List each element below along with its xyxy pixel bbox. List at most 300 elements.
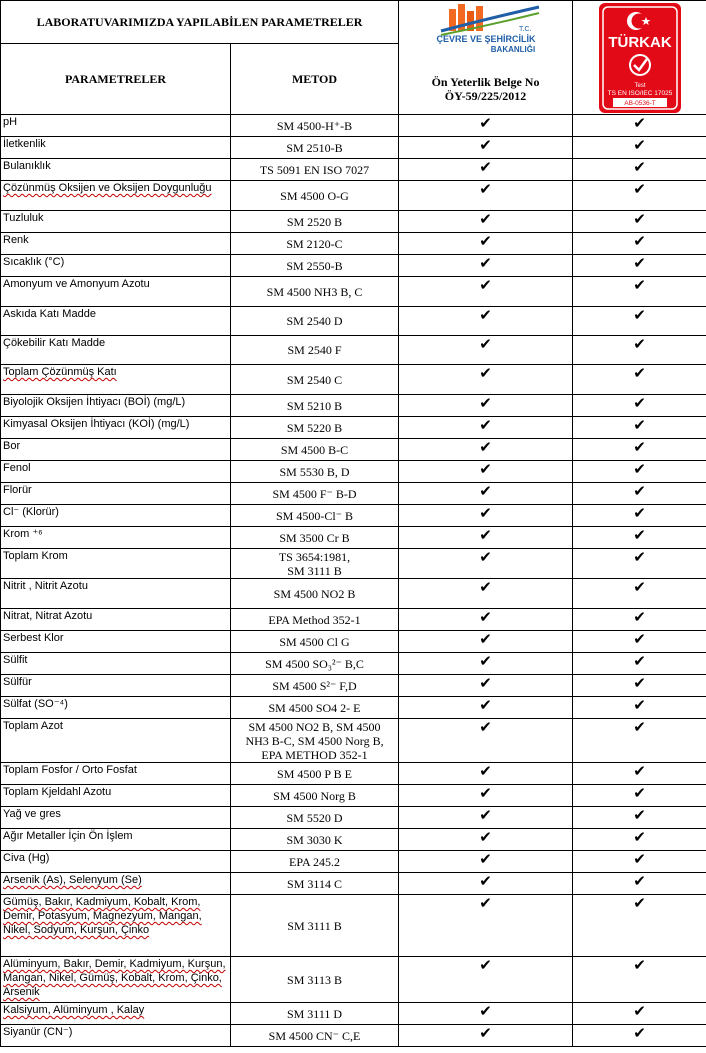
table-row [1,785,706,807]
method-cell [231,549,399,579]
method-text: SM 5520 D [286,810,343,825]
method-text: EPA 245.2 [289,854,340,869]
bakanlik-logo [411,1,561,61]
checkmark-icon: ✔ [479,254,492,272]
checkmark-icon: ✔ [479,956,492,974]
table-row [1,483,706,505]
check-cell-turkak [573,579,706,609]
check-cell-bakanlik [399,277,573,307]
method-text: SM 4500 O-G [280,188,349,203]
table-row [1,211,706,233]
table-row [1,609,706,631]
belge-no-value: ÖY-59/225/2012 [444,89,527,103]
checkmark-icon: ✔ [633,180,646,198]
turkak-cell [573,1,706,115]
checkmark-icon: ✔ [479,504,492,522]
check-cell-bakanlik [399,697,573,719]
check-cell-turkak [573,631,706,653]
parameter-text: Tuzluluk [3,212,44,224]
table-row [1,851,706,873]
method-cell [231,829,399,851]
method-cell [231,395,399,417]
check-cell-turkak [573,1003,706,1025]
parameter-text: Yağ ve gres [3,808,61,820]
method-text: SM 4500 Norg B [273,788,356,803]
check-cell-bakanlik [399,957,573,1003]
check-cell-turkak [573,211,706,233]
method-text: TS 5091 EN ISO 7027 [259,162,370,177]
method-cell [231,1025,399,1047]
method-text: SM 4500 SO₃²⁻ B,C [265,656,364,671]
check-cell-bakanlik [399,395,573,417]
check-cell-bakanlik [399,255,573,277]
table-row [1,631,706,653]
parameter-name [1,631,231,653]
check-cell-turkak [573,675,706,697]
parameter-text: İletkenlik [3,138,46,150]
checkmark-icon: ✔ [479,784,492,802]
check-cell-turkak [573,895,706,957]
checkmark-icon: ✔ [633,482,646,500]
check-cell-turkak [573,181,706,211]
turkak-code: AB-0536-T [623,100,656,107]
check-cell-bakanlik [399,549,573,579]
parameter-text: Civa (Hg) [3,852,50,864]
parameter-text: Gümüş, Bakır, Kadmiyum, Kobalt, Krom, Demir, Potasyum, Magnezyum, Mangan, Nikel, Sodyum, Kurşun, Çinko [3,896,202,936]
check-cell-bakanlik [399,631,573,653]
parameter-name [1,785,231,807]
parameter-name [1,609,231,631]
method-text: SM 4500 SO4 2- E [268,700,361,715]
method-text: SM 4500 CN⁻ C,E [268,1028,361,1043]
table-row [1,807,706,829]
checkmark-icon: ✔ [479,394,492,412]
checkmark-icon: ✔ [633,210,646,228]
method-cell [231,851,399,873]
parameter-text: Cl⁻ (Klorür) [3,506,59,518]
method-cell [231,807,399,829]
checkmark-icon: ✔ [633,504,646,522]
checkmark-icon: ✔ [479,335,492,353]
method-text: SM 2540 F [287,343,342,357]
method-cell [231,505,399,527]
method-text: SM 4500 B-C [280,442,349,457]
checkmark-icon: ✔ [633,652,646,670]
checkmark-icon: ✔ [479,460,492,478]
checkmark-icon: ✔ [479,210,492,228]
table-row [1,115,706,137]
method-text: SM 4500 NO2 B [273,586,356,601]
table-row [1,579,706,609]
checkmark-icon: ✔ [633,416,646,434]
method-cell [231,675,399,697]
checkmark-icon: ✔ [633,232,646,250]
check-cell-bakanlik [399,851,573,873]
checkmark-icon: ✔ [633,1002,646,1020]
table-body [1,115,706,1047]
parameter-name [1,336,231,365]
parameter-text: Kalsiyum, Alüminyum , Kalay [3,1004,145,1016]
table-row [1,1025,706,1047]
check-cell-bakanlik [399,807,573,829]
check-cell-bakanlik [399,505,573,527]
parameter-text: Sülfat (SO⁻⁴) [3,698,68,710]
checkmark-icon: ✔ [633,806,646,824]
turkak-test: Test [634,83,646,89]
parameter-name [1,365,231,395]
check-cell-bakanlik [399,609,573,631]
method-cell [231,159,399,181]
checkmark-icon: ✔ [479,158,492,176]
method-cell [231,211,399,233]
checkmark-icon: ✔ [479,548,492,566]
parameter-name [1,675,231,697]
method-cell [231,255,399,277]
check-cell-bakanlik [399,873,573,895]
checkmark-icon: ✔ [633,630,646,648]
table-row [1,829,706,851]
checkmark-icon: ✔ [479,276,492,294]
method-text: SM 2540 D [286,314,343,328]
parameter-name [1,417,231,439]
table-row [1,255,706,277]
checkmark-icon: ✔ [479,696,492,714]
method-cell [231,307,399,336]
method-text: SM 5530 B, D [279,464,350,479]
parameter-name [1,527,231,549]
table-row [1,873,706,895]
check-cell-bakanlik [399,527,573,549]
checkmark-icon: ✔ [633,956,646,974]
checkmark-icon: ✔ [479,136,492,154]
table-row [1,336,706,365]
parameter-text: Amonyum ve Amonyum Azotu [3,278,150,290]
checkmark-icon: ✔ [633,364,646,382]
check-cell-turkak [573,763,706,785]
method-cell [231,365,399,395]
method-text: SM 2550-B [286,258,343,273]
parameter-text: Toplam Azot [3,720,63,732]
check-cell-turkak [573,336,706,365]
parameter-text: Siyanür (CN⁻) [3,1026,73,1038]
parameter-text: Sülfür [3,676,32,688]
parameter-text: Alüminyum, Bakır, Demir, Kadmiyum, Kurşun, Mangan, Nikel, Gümüş, Kobalt, Krom, Çinko, Arsenik [3,958,226,998]
parameter-text: Sıcaklık (°C) [3,256,65,268]
check-cell-turkak [573,609,706,631]
check-cell-bakanlik [399,763,573,785]
parameter-text: Renk [3,234,29,246]
method-text: SM 3111 B [287,563,342,578]
checkmark-icon: ✔ [633,438,646,456]
checkmark-icon: ✔ [633,276,646,294]
method-cell [231,527,399,549]
table-row [1,895,706,957]
method-cell [231,609,399,631]
checkmark-icon: ✔ [633,872,646,890]
method-text: SM 4500 P B E [277,766,352,781]
checkmark-icon: ✔ [479,232,492,250]
parameter-name [1,957,231,1003]
checkmark-icon: ✔ [633,114,646,132]
method-text: SM 5210 B [286,398,343,413]
method-cell [231,763,399,785]
check-cell-turkak [573,277,706,307]
table-row [1,653,706,675]
parameter-text: Toplam Krom [3,550,68,562]
checkmark-icon: ✔ [479,828,492,846]
table-row [1,137,706,159]
column-header-metod: METOD [231,44,399,115]
checkmark-icon: ✔ [479,652,492,670]
parameter-name [1,115,231,137]
table-row [1,277,706,307]
check-cell-turkak [573,957,706,1003]
method-text: SM 4500-Cl⁻ B [276,508,354,523]
check-cell-bakanlik [399,579,573,609]
bakanlik-line2: BAKANLIĞI [490,45,535,54]
check-cell-turkak [573,417,706,439]
checkmark-icon: ✔ [633,828,646,846]
parameter-name [1,1003,231,1025]
check-cell-bakanlik [399,137,573,159]
check-cell-turkak [573,233,706,255]
checkmark-icon: ✔ [633,578,646,596]
checkmark-icon: ✔ [633,784,646,802]
method-cell [231,277,399,307]
check-cell-turkak [573,873,706,895]
check-cell-turkak [573,697,706,719]
table-row [1,395,706,417]
checkmark-icon: ✔ [633,1024,646,1042]
method-cell [231,719,399,763]
parameter-name [1,697,231,719]
parameter-name [1,255,231,277]
checkmark-icon: ✔ [633,718,646,736]
table-row [1,505,706,527]
checkmark-icon: ✔ [479,718,492,736]
parameter-text: Serbest Klor [3,632,64,644]
method-text: SM 4500 F⁻ B-D [272,486,357,501]
check-cell-bakanlik [399,439,573,461]
method-cell [231,697,399,719]
checkmark-icon: ✔ [479,850,492,868]
check-cell-bakanlik [399,365,573,395]
parameter-name [1,763,231,785]
method-cell [231,873,399,895]
parameter-text: pH [3,116,18,128]
check-cell-turkak [573,719,706,763]
parameter-name [1,549,231,579]
checkmark-icon: ✔ [633,335,646,353]
parameter-name [1,505,231,527]
method-text: SM 4500 NO2 B, SM 4500 [248,719,381,734]
parameter-name [1,895,231,957]
table-row [1,181,706,211]
parameter-text: Sülfit [3,654,28,666]
check-cell-bakanlik [399,1003,573,1025]
check-cell-bakanlik [399,233,573,255]
method-text: SM 3030 K [286,832,343,847]
parameter-text: Nitrit , Nitrit Azotu [3,580,88,592]
check-cell-turkak [573,653,706,675]
belge-no-label: Ön Yeterlik Belge No [431,75,540,89]
table-row [1,763,706,785]
check-cell-bakanlik [399,1025,573,1047]
check-cell-turkak [573,549,706,579]
check-cell-turkak [573,137,706,159]
bakanlik-tc: T.C. [518,26,531,33]
parameter-text: Toplam Çözünmüş Katı [3,366,117,378]
method-cell [231,336,399,365]
checkmark-icon: ✔ [479,578,492,596]
parameter-text: Bulanıklık [3,160,51,172]
check-cell-bakanlik [399,829,573,851]
method-text: EPA Method 352-1 [268,612,361,627]
checkmark-icon: ✔ [479,438,492,456]
method-text: NH3 B-C, SM 4500 Norg B, [245,733,384,748]
table-row [1,365,706,395]
method-cell [231,579,399,609]
check-cell-turkak [573,159,706,181]
checkmark-icon: ✔ [633,136,646,154]
table-row [1,1003,706,1025]
check-cell-turkak [573,255,706,277]
parameter-name [1,851,231,873]
table-row [1,957,706,1003]
checkmark-icon: ✔ [633,850,646,868]
checkmark-icon: ✔ [633,608,646,626]
check-cell-bakanlik [399,785,573,807]
check-cell-bakanlik [399,461,573,483]
parameter-name [1,829,231,851]
table-row [1,159,706,181]
parameter-name [1,307,231,336]
table-title: LABORATUVARIMIZDA YAPILABİLEN PARAMETRELER [1,1,399,44]
check-cell-turkak [573,483,706,505]
header-row-title [1,1,706,44]
parameter-name [1,211,231,233]
check-cell-turkak [573,829,706,851]
parameter-text: Çözünmüş Oksijen ve Oksijen Doygunluğu [3,182,212,194]
method-cell [231,483,399,505]
check-cell-turkak [573,461,706,483]
checkmark-icon: ✔ [633,254,646,272]
method-cell [231,439,399,461]
parameter-text: Askıda Katı Madde [3,308,96,320]
parameter-text: Çökebilir Katı Madde [3,337,106,349]
table-row [1,307,706,336]
method-text: SM 3114 C [287,876,342,891]
method-text: SM 3111 B [287,918,342,933]
check-cell-turkak [573,807,706,829]
checkmark-icon: ✔ [479,114,492,132]
parameter-name [1,181,231,211]
method-text: SM 3500 Cr B [279,530,350,545]
checkmark-icon: ✔ [479,306,492,324]
checkmark-icon: ✔ [479,364,492,382]
checkmark-icon: ✔ [479,526,492,544]
parameter-name [1,1025,231,1047]
checkmark-icon: ✔ [479,608,492,626]
method-text: SM 2520 B [286,214,343,229]
method-cell [231,785,399,807]
turkak-standard: TS EN ISO/IEC 17025 [607,90,672,97]
check-cell-bakanlik [399,181,573,211]
method-text: SM 4500 S²⁻ F,D [272,678,357,693]
check-cell-turkak [573,505,706,527]
checkmark-icon: ✔ [633,762,646,780]
check-cell-turkak [573,527,706,549]
column-header-parametreler: PARAMETRELER [1,44,231,115]
parameter-name [1,719,231,763]
check-cell-bakanlik [399,653,573,675]
method-text: SM 2510-B [286,140,343,155]
check-cell-bakanlik [399,417,573,439]
method-text: SM 5220 B [286,420,343,435]
table-row [1,527,706,549]
checkmark-icon: ✔ [633,674,646,692]
parameter-text: Toplam Kjeldahl Azotu [3,786,112,798]
turkak-logo [599,3,681,113]
method-cell [231,957,399,1003]
check-cell-turkak [573,439,706,461]
check-cell-turkak [573,785,706,807]
parameter-name [1,579,231,609]
checkmark-icon: ✔ [479,482,492,500]
method-cell [231,461,399,483]
check-cell-bakanlik [399,307,573,336]
method-cell [231,137,399,159]
checkmark-icon: ✔ [479,674,492,692]
method-cell [231,233,399,255]
method-cell [231,895,399,957]
check-cell-bakanlik [399,483,573,505]
parameter-text: Biyolojik Oksijen İhtiyacı (BOİ) (mg/L) [3,396,186,408]
check-cell-bakanlik [399,895,573,957]
method-cell [231,115,399,137]
parameter-name [1,439,231,461]
parameter-text: Florür [3,484,32,496]
parameter-name [1,461,231,483]
check-cell-turkak [573,395,706,417]
check-cell-bakanlik [399,211,573,233]
turkak-name: TÜRKAK [607,34,672,51]
method-text: TS 3654:1981, [278,549,351,564]
checkmark-icon: ✔ [633,460,646,478]
checkmark-icon: ✔ [479,1024,492,1042]
table-row [1,697,706,719]
checkmark-icon: ✔ [479,630,492,648]
parameter-text: Nitrat, Nitrat Azotu [3,610,93,622]
table-row [1,233,706,255]
method-cell [231,653,399,675]
table-row [1,549,706,579]
bakanlik-cell [399,1,573,115]
method-text: SM 2120-C [286,236,343,251]
checkmark-icon: ✔ [479,762,492,780]
check-cell-turkak [573,307,706,336]
parameter-text: Kimyasal Oksijen İhtiyacı (KOİ) (mg/L) [3,418,190,430]
check-cell-turkak [573,851,706,873]
method-text: EPA METHOD 352-1 [261,747,368,762]
turkak-emblem-icon [599,3,681,113]
table-row [1,417,706,439]
method-text: SM 3113 B [287,972,342,987]
method-cell [231,417,399,439]
parameter-text: Bor [3,440,21,452]
checkmark-icon: ✔ [633,526,646,544]
checkmark-icon: ✔ [479,872,492,890]
